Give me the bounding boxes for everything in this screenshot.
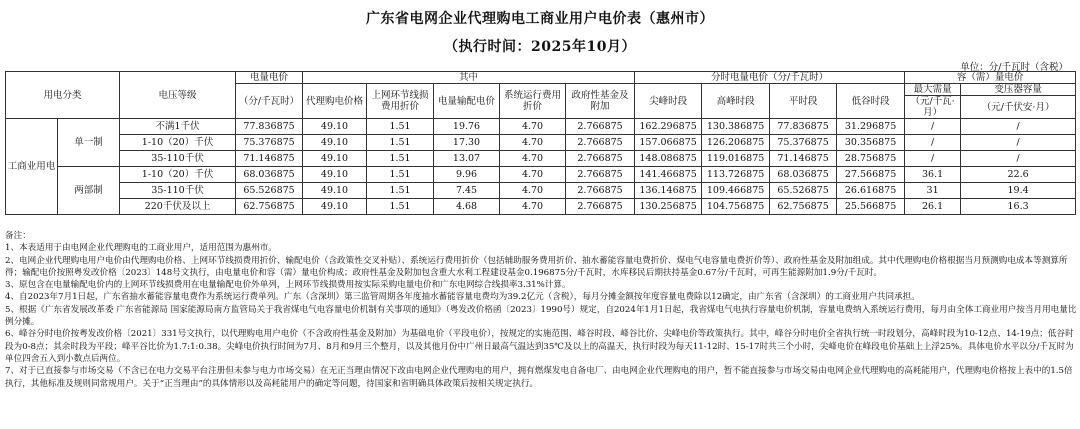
cell-voltage: 1-10（20）千伏 — [120, 135, 236, 151]
cell-flat: 68.036875 — [770, 167, 837, 183]
cell-transmission: 9.96 — [434, 167, 500, 183]
header-transmission: 电量输配电价 — [434, 84, 500, 119]
cell-loss: 1.51 — [367, 119, 434, 135]
cell-transmission: 13.07 — [434, 151, 500, 167]
cell-sharp: 157.066875 — [635, 135, 702, 151]
cell-transformer: 22.6 — [961, 167, 1076, 183]
note-item: 7、对于已直接参与市场交易（不含已在电力交易平台注册但未参与电力市场交易）在无正当理由情况下改由电网企业代理购电的用户，拥有燃煤发电自备电厂、由电网企业代理购电的用户，暂不能直接参与市场交易由电网企业代理购电的高耗能用户，代理购电价格按上表中的1.5倍执行，其他标准及规则同常规用户。关于“正当理由”的具体情形以及高耗能用户的确定等问题，待国家和省明确具体政策后按相关规定执行。 — [5, 366, 1073, 389]
note-item: 3、原包含在电量输配电价内的上网环节线损费用在电量输配电价外单列，上网环节线损费用按实际采购电量电价和广东电网综合线损率3.31%计算。 — [5, 280, 571, 291]
cell-sharp: 162.296875 — [635, 119, 702, 135]
cell-peak: 126.206875 — [702, 135, 770, 151]
header-capacity: 容（需）量电价 — [905, 72, 1076, 84]
cell-flat: 75.376875 — [770, 135, 837, 151]
cell-demand: / — [905, 135, 961, 151]
cell-fund: 2.766875 — [566, 135, 635, 151]
header-max-demand-unit: （元/千瓦·月） — [905, 96, 961, 119]
header-loss: 上网环节线损费用折价 — [367, 84, 434, 119]
cell-proxy: 49.10 — [303, 151, 367, 167]
cell-loss: 1.51 — [367, 167, 434, 183]
note-item: 4、自2023年7月1日起，广东省抽水蓄能容量电费作为系统运行费单列。广东（含深圳）第三监管周期各年度抽水蓄能容量电费均为39.2亿元（含税），每月分摊金额按年度容量电费除以12确定，由广东省（含深圳）的工商业用户共同承担。 — [5, 292, 920, 303]
cell-transformer: / — [961, 151, 1076, 167]
cell-sharp: 148.086875 — [635, 151, 702, 167]
cell-fund: 2.766875 — [566, 183, 635, 199]
cell-valley: 30.356875 — [837, 135, 905, 151]
subgroup-two-part: 两部制 — [58, 167, 120, 215]
cell-peak: 104.756875 — [702, 199, 770, 215]
cell-valley: 26.616875 — [837, 183, 905, 199]
page-title: 广东省电网企业代理购电工商业用户电价表（惠州市） — [366, 11, 714, 27]
note-item: 5、根据《广东省发展改革委 广东省能源局 国家能源局南方监管局关于我省煤电气电容量电价机制有关事项的通知》（粤发改价格函〔2023〕1990号）规定，自2024年1月1日起，我省煤电气电执行容量电价机制，容量电费纳入系统运行费用，每月由全体工商业用户按当月用电量比例分摊。 — [5, 304, 1077, 328]
cell-transmission: 17.30 — [434, 135, 500, 151]
cell-peak: 119.016875 — [702, 151, 770, 167]
header-voltage: 电压等级 — [120, 72, 236, 119]
header-sharp: 尖峰时段 — [635, 84, 702, 119]
cell-sysop: 4.70 — [500, 167, 566, 183]
cell-energy: 65.526875 — [236, 183, 303, 199]
cell-energy: 71.146875 — [236, 151, 303, 167]
cell-peak: 109.466875 — [702, 183, 770, 199]
cell-transformer: / — [961, 135, 1076, 151]
cell-sysop: 4.70 — [500, 135, 566, 151]
cell-fund: 2.766875 — [566, 151, 635, 167]
cell-energy: 75.376875 — [236, 135, 303, 151]
header-valley: 低谷时段 — [837, 84, 905, 119]
cell-sysop: 4.70 — [500, 151, 566, 167]
cell-transmission: 4.68 — [434, 199, 500, 215]
header-proxy: 代理购电价格 — [303, 84, 367, 119]
cell-fund: 2.766875 — [566, 167, 635, 183]
group-label: 工商业用电 — [6, 119, 58, 215]
cell-energy: 62.756875 — [236, 199, 303, 215]
header-category: 用电分类 — [6, 72, 120, 119]
cell-energy: 68.036875 — [236, 167, 303, 183]
cell-peak: 113.726875 — [702, 167, 770, 183]
table-row — [6, 199, 1076, 215]
cell-valley: 27.566875 — [837, 167, 905, 183]
header-energy-unit: （分/千瓦时） — [236, 84, 303, 119]
cell-demand: / — [905, 119, 961, 135]
cell-flat: 65.526875 — [770, 183, 837, 199]
cell-proxy: 49.10 — [303, 119, 367, 135]
header-transformer: 变压器容量 — [961, 84, 1076, 96]
cell-flat: 71.146875 — [770, 151, 837, 167]
header-flat: 平时段 — [770, 84, 837, 119]
cell-demand: / — [905, 151, 961, 167]
table-row — [6, 135, 1076, 151]
cell-voltage: 220千伏及以上 — [120, 199, 236, 215]
cell-energy: 77.836875 — [236, 119, 303, 135]
note-item: 2、电网企业代理购电用户电价由代理购电价格、上网环节线损费用折价、输配电价（含政策性交叉补贴）、系统运行费用折价（包括辅助服务费用折价、抽水蓄能容量电费折价、煤电气电容量电费折价等）、政府性基金及附加组成。其中代理购电价格根据当月预测购电成本等测算所得；输配电价按照粤发改价格〔2023〕148号文执行，由电量电价和容（需）量电价构成；政府性基金及附加包含重大水利工程建设基金0.196875分/千瓦时，水库移民后期扶持基金0.67分/千瓦时，可再生能源附加1.9分/千瓦时。 — [5, 255, 1068, 278]
cell-sharp: 141.466875 — [635, 167, 702, 183]
cell-voltage: 35-110千伏 — [120, 151, 236, 167]
cell-fund: 2.766875 — [566, 119, 635, 135]
cell-flat: 77.836875 — [770, 119, 837, 135]
cell-proxy: 49.10 — [303, 167, 367, 183]
header-energy-price: 电量电价 — [236, 72, 303, 84]
cell-sysop: 4.70 — [500, 183, 566, 199]
cell-transformer: 16.3 — [961, 199, 1076, 215]
header-fund: 政府性基金及附加 — [566, 84, 635, 119]
cell-demand: 31 — [905, 183, 961, 199]
cell-loss: 1.51 — [367, 135, 434, 151]
table-row — [6, 167, 1076, 183]
subgroup-single: 单一制 — [58, 119, 120, 167]
cell-fund: 2.766875 — [566, 199, 635, 215]
cell-valley: 28.756875 — [837, 151, 905, 167]
cell-demand: 36.1 — [905, 167, 961, 183]
unit-label: 单位：分/千瓦时（含税） — [960, 62, 1068, 73]
cell-demand: 26.1 — [905, 199, 961, 215]
cell-sharp: 136.146875 — [635, 183, 702, 199]
table-row — [6, 183, 1076, 199]
cell-proxy: 49.10 — [303, 199, 367, 215]
notes — [5, 230, 1077, 390]
cell-valley: 31.296875 — [837, 119, 905, 135]
notes-heading: 备注： — [5, 231, 31, 241]
cell-loss: 1.51 — [367, 151, 434, 167]
header-transformer-unit: （元/千伏安·月） — [961, 96, 1076, 119]
cell-sharp: 130.256875 — [635, 199, 702, 215]
header-of-which: 其中 — [303, 72, 635, 84]
cell-loss: 1.51 — [367, 199, 434, 215]
cell-transmission: 19.76 — [434, 119, 500, 135]
cell-voltage: 1-10（20）千伏 — [120, 167, 236, 183]
cell-flat: 62.756875 — [770, 199, 837, 215]
cell-sysop: 4.70 — [500, 199, 566, 215]
header-sysop: 系统运行费用折价 — [500, 84, 566, 119]
header-tou: 分时电量电价（分/千瓦时） — [635, 72, 905, 84]
cell-loss: 1.51 — [367, 183, 434, 199]
cell-proxy: 49.10 — [303, 183, 367, 199]
price-table — [5, 71, 1076, 215]
header-peak: 高峰时段 — [702, 84, 770, 119]
cell-transmission: 7.45 — [434, 183, 500, 199]
cell-valley: 25.566875 — [837, 199, 905, 215]
header-max-demand: 最大需量 — [905, 84, 961, 96]
cell-voltage: 35-110千伏 — [120, 183, 236, 199]
cell-transformer: / — [961, 119, 1076, 135]
table-row — [6, 151, 1076, 167]
cell-voltage: 不满1千伏 — [120, 119, 236, 135]
note-item: 6、峰谷分时电价按粤发改价格〔2021〕331号文执行，以代理购电用户电价（不含政府性基金及附加）为基础电价（平段电价），按规定的实施范围、峰谷时段、峰谷比价、尖峰电价等政策执行。其中，峰谷分时电价全省执行统一时段划分，高峰时段为10-12点、14-19点；低谷时段为0-8点；其余时段为平段；峰平谷比价为1.7:1:0.38。尖峰电价执行时间为7月、8月和9月三个整月，以及其他月份中广州日最高气温达到35℃及以上的高温天，执行时段为每天11-12时、15-17时共三个小时，尖峰电价在峰段电价基础上上浮25%。具体电价水平以分/千瓦时为单位四舍五入到小数点后两位。 — [5, 329, 1074, 364]
page-subtitle: （执行时间：2025年10月） — [444, 39, 636, 55]
cell-peak: 130.386875 — [702, 119, 770, 135]
cell-sysop: 4.70 — [500, 119, 566, 135]
table-row — [6, 119, 1076, 135]
note-item: 1、本表适用于由电网企业代理购电的工商业用户，适用范围为惠州市。 — [5, 243, 277, 254]
cell-proxy: 49.10 — [303, 135, 367, 151]
cell-transformer: 19.4 — [961, 183, 1076, 199]
